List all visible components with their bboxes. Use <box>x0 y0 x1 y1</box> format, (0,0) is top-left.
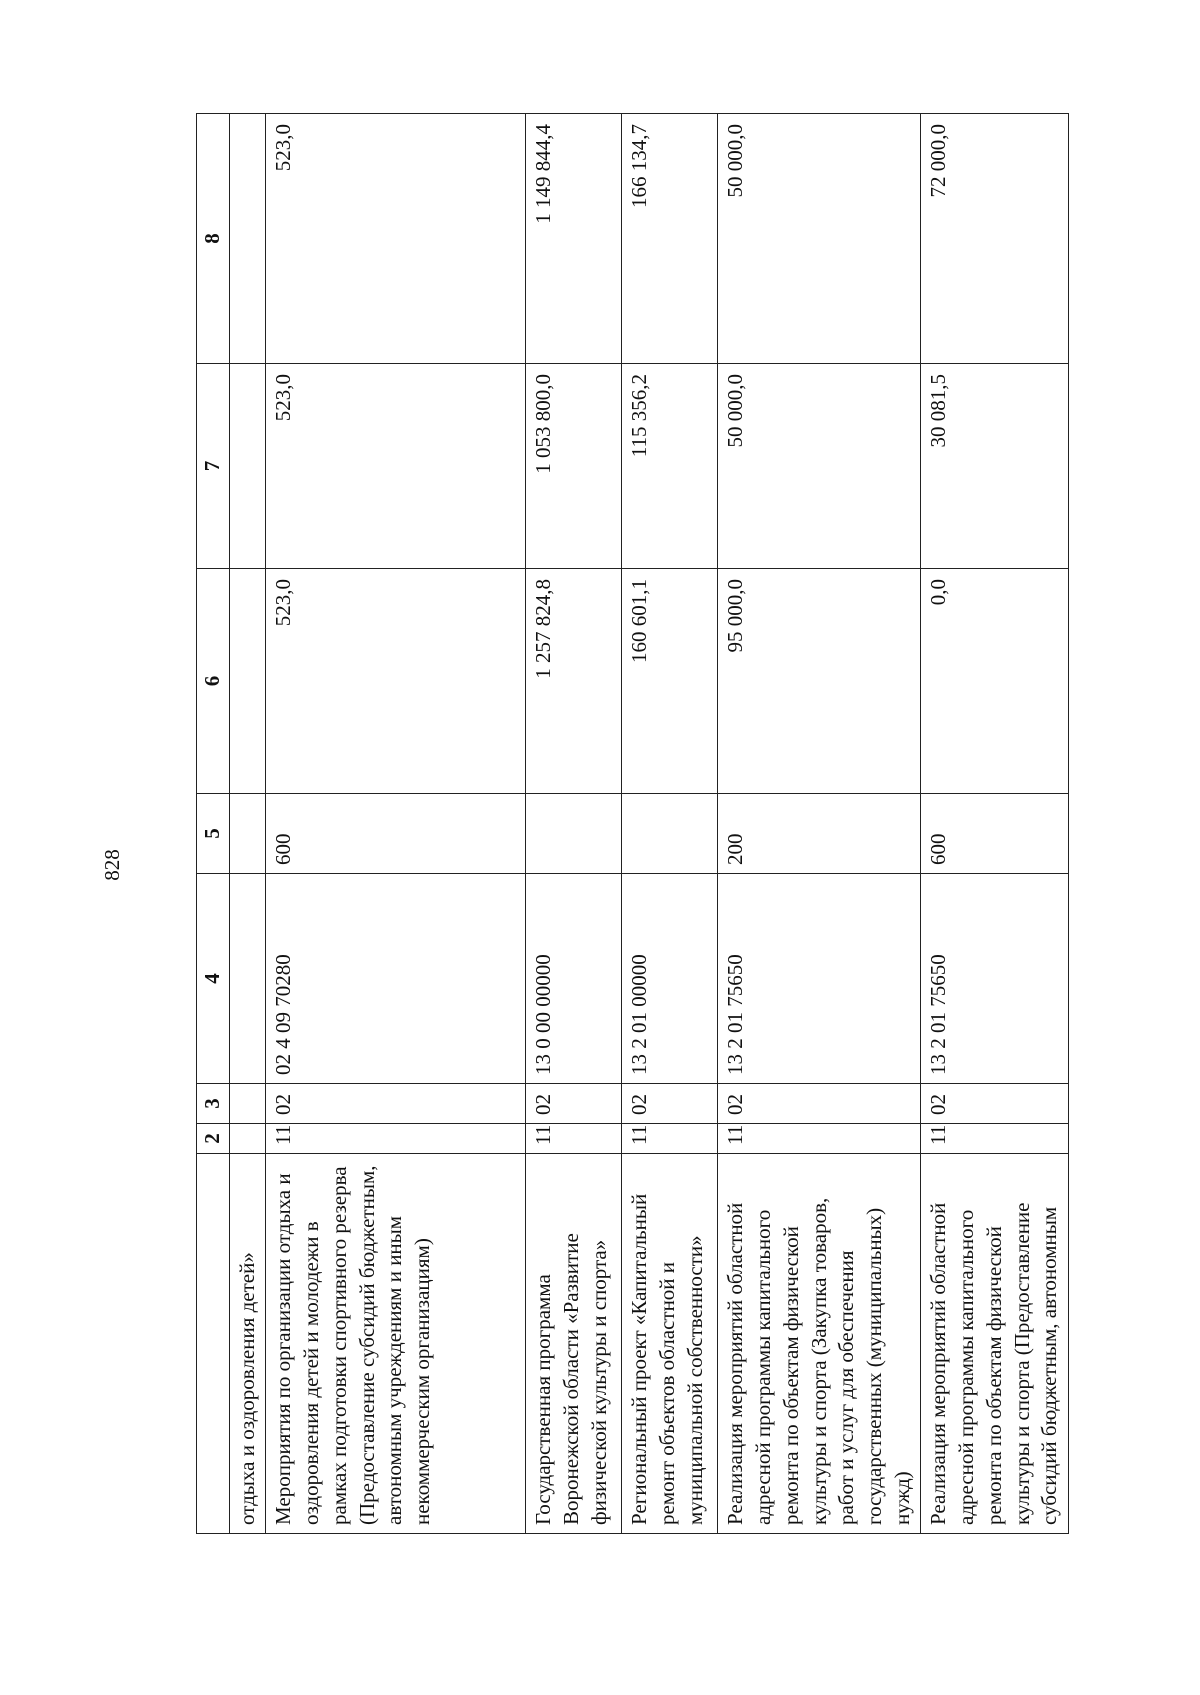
row-c2: 11 <box>526 1124 622 1154</box>
row-c8: 72 000,0 <box>921 114 1069 364</box>
row-c4: 13 2 01 00000 <box>622 874 718 1084</box>
row-c5: 600 <box>921 794 1069 874</box>
row-c6: 0,0 <box>921 569 1069 794</box>
row-c3: 02 <box>718 1084 921 1124</box>
row-c8: 523,0 <box>266 114 526 364</box>
row-c6: 1 257 824,8 <box>526 569 622 794</box>
row-c7: 523,0 <box>266 364 526 569</box>
row-c2: 11 <box>718 1124 921 1154</box>
row-c3: 02 <box>266 1084 526 1124</box>
row-c3: 02 <box>921 1084 1069 1124</box>
header-cell: 5 <box>197 794 230 874</box>
row-c3: 02 <box>622 1084 718 1124</box>
header-cell: 8 <box>197 114 230 364</box>
row-name: Реализация мероприятий областной адресной программы капитального ремонта по объектам физической культуры и спорта (Предоставление субсидий бюджетным, автономным <box>921 1154 1069 1534</box>
row-c6: 95 000,0 <box>718 569 921 794</box>
row-c5 <box>622 794 718 874</box>
row-c7: 1 053 800,0 <box>526 364 622 569</box>
header-cell: 3 <box>197 1084 230 1124</box>
row-c8: 50 000,0 <box>718 114 921 364</box>
budget-table <box>196 113 1069 1534</box>
row-c7: 115 356,2 <box>622 364 718 569</box>
header-row <box>197 114 230 1534</box>
budget-table-container <box>196 114 1062 1534</box>
header-cell: 7 <box>197 364 230 569</box>
row-c4: 13 2 01 75650 <box>718 874 921 1084</box>
table-row <box>921 114 1069 1534</box>
row-c5 <box>526 794 622 874</box>
table-row <box>718 114 921 1534</box>
header-cell: 4 <box>197 874 230 1084</box>
header-cell <box>197 1154 230 1534</box>
row-c2: 11 <box>622 1124 718 1154</box>
page-number: 828 <box>100 849 124 881</box>
row-c5: 600 <box>266 794 526 874</box>
row-c2: 11 <box>921 1124 1069 1154</box>
row-c4: 02 4 09 70280 <box>266 874 526 1084</box>
row-c7: 30 081,5 <box>921 364 1069 569</box>
row-name: Государственная программа Воронежской области «Развитие физической культуры и спорта» <box>526 1154 622 1534</box>
continuation-row <box>229 114 266 1534</box>
header-cell: 2 <box>197 1124 230 1154</box>
row-name: Региональный проект «Капитальный ремонт объектов областной и муниципальной собственности» <box>622 1154 718 1534</box>
table-row <box>266 114 526 1534</box>
row-c3: 02 <box>526 1084 622 1124</box>
row-name: Мероприятия по организации отдыха и оздоровления детей и молодежи в рамках подготовки спортивного резерва (Предоставление субсидий бюджетным, автономным учреждениям и иным некоммерческим организациям) <box>266 1154 526 1534</box>
row-c6: 523,0 <box>266 569 526 794</box>
continuation-text: отдыха и оздоровления детей» <box>229 1154 266 1534</box>
row-c6: 160 601,1 <box>622 569 718 794</box>
row-name: Реализация мероприятий областной адресной программы капитального ремонта по объектам физической культуры и спорта (Закупка товаров, работ и услуг для обеспечения государственных (муниципальных) нужд) <box>718 1154 921 1534</box>
row-c5: 200 <box>718 794 921 874</box>
row-c7: 50 000,0 <box>718 364 921 569</box>
row-c2: 11 <box>266 1124 526 1154</box>
row-c4: 13 0 00 00000 <box>526 874 622 1084</box>
table-row <box>526 114 622 1534</box>
header-cell: 6 <box>197 569 230 794</box>
row-c4: 13 2 01 75650 <box>921 874 1069 1084</box>
row-c8: 1 149 844,4 <box>526 114 622 364</box>
table-row <box>622 114 718 1534</box>
row-c8: 166 134,7 <box>622 114 718 364</box>
